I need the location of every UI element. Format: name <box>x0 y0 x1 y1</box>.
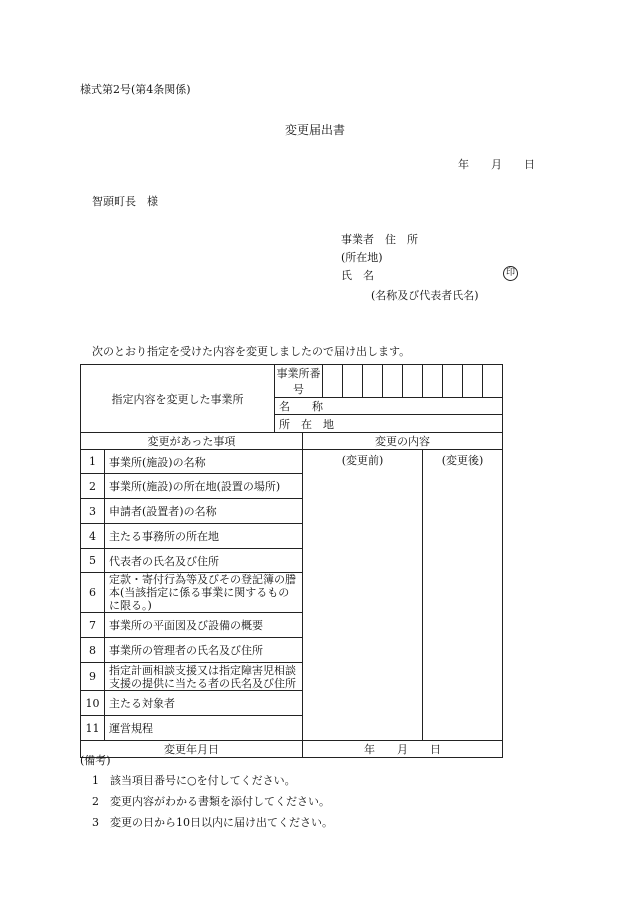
applicant-name-label: 氏 名 <box>341 269 374 282</box>
change-date-label: 変更年月日 <box>164 743 219 756</box>
facility-address-field[interactable] <box>275 415 503 433</box>
before-change-label: (変更前) <box>341 454 384 467</box>
item-number: 11 <box>81 716 105 741</box>
change-content-header-cell <box>303 433 503 450</box>
item-number: 3 <box>81 499 105 524</box>
changed-items-header: 変更があった事項 <box>147 435 236 448</box>
facility-name-label: 名 称 <box>279 400 323 413</box>
facility-header-cell <box>81 365 275 433</box>
item-number: 4 <box>81 524 105 549</box>
item-number: 9 <box>81 663 105 691</box>
item-text: 代表者の氏名及び住所 <box>105 549 303 573</box>
after-change-field[interactable] <box>423 450 503 741</box>
office-number-box[interactable] <box>483 365 503 398</box>
item-number: 10 <box>81 691 105 716</box>
office-number-box[interactable] <box>443 365 463 398</box>
item-number: 7 <box>81 613 105 638</box>
remark-item: 1 該当項目番号に○を付してください。 <box>92 774 296 787</box>
changed-items-header-cell <box>81 433 303 450</box>
office-number-box[interactable] <box>363 365 383 398</box>
facility-header: 指定内容を変更した事業所 <box>111 392 244 406</box>
item-number: 8 <box>81 638 105 663</box>
before-change-field[interactable] <box>303 450 423 741</box>
remarks-list <box>92 772 333 835</box>
office-number-box[interactable] <box>463 365 483 398</box>
seal-icon: 印 <box>503 266 518 281</box>
applicant-address-label: 事業者 住 所 <box>341 233 418 246</box>
applicant-name-note: (名称及び代表者氏名) <box>371 289 479 302</box>
item-text: 運営規程 <box>105 716 303 741</box>
item-text: 定款・寄付行為等及びその登記簿の謄本(当該指定に係る事業に関するものに限る。) <box>105 573 303 613</box>
item-text: 事業所(施設)の名称 <box>105 450 303 474</box>
seal-mark <box>503 265 518 281</box>
office-number-box[interactable] <box>403 365 423 398</box>
item-text: 主たる事務所の所在地 <box>105 524 303 549</box>
change-date-label-cell <box>81 741 303 758</box>
item-text: 事業所の管理者の氏名及び住所 <box>105 638 303 663</box>
remarks-header: (備考) <box>80 754 111 767</box>
office-number-label: 事業所番号 <box>276 367 321 396</box>
form-title: 変更届出書 <box>285 123 346 137</box>
remark-item: 2 変更内容がわかる書類を添付してください。 <box>92 795 330 808</box>
facility-name-field[interactable] <box>275 398 503 415</box>
remark-item: 3 変更の日から10日以内に届け出てください。 <box>92 816 333 829</box>
change-form-table <box>80 364 503 758</box>
change-content-header: 変更の内容 <box>375 435 430 448</box>
office-number-box[interactable] <box>423 365 443 398</box>
item-number: 2 <box>81 474 105 499</box>
date-line: 年 月 日 <box>458 158 535 171</box>
item-text: 主たる対象者 <box>105 691 303 716</box>
addressee: 智頭町長 様 <box>92 195 158 208</box>
change-date-field[interactable] <box>303 741 503 758</box>
item-number: 1 <box>81 450 105 474</box>
facility-address-label: 所 在 地 <box>279 417 334 431</box>
intro-text: 次のとおり指定を受けた内容を変更しましたので届け出します。 <box>92 345 411 358</box>
item-text: 申請者(設置者)の名称 <box>105 499 303 524</box>
form-number: 様式第2号(第4条関係) <box>80 83 191 96</box>
change-date-value: 年 月 日 <box>364 743 441 756</box>
item-text: 事業所の平面図及び設備の概要 <box>105 613 303 638</box>
office-number-box[interactable] <box>383 365 403 398</box>
item-number: 5 <box>81 549 105 573</box>
office-number-box[interactable] <box>323 365 343 398</box>
item-text: 事業所(施設)の所在地(設置の場所) <box>105 474 303 499</box>
applicant-location-label: (所在地) <box>341 251 383 264</box>
after-change-label: (変更後) <box>441 454 484 467</box>
office-number-box[interactable] <box>343 365 363 398</box>
item-text: 指定計画相談支援又は指定障害児相談支援の提供に当たる者の氏名及び住所 <box>105 663 303 691</box>
item-number: 6 <box>81 573 105 613</box>
office-number-label-cell <box>275 365 323 398</box>
